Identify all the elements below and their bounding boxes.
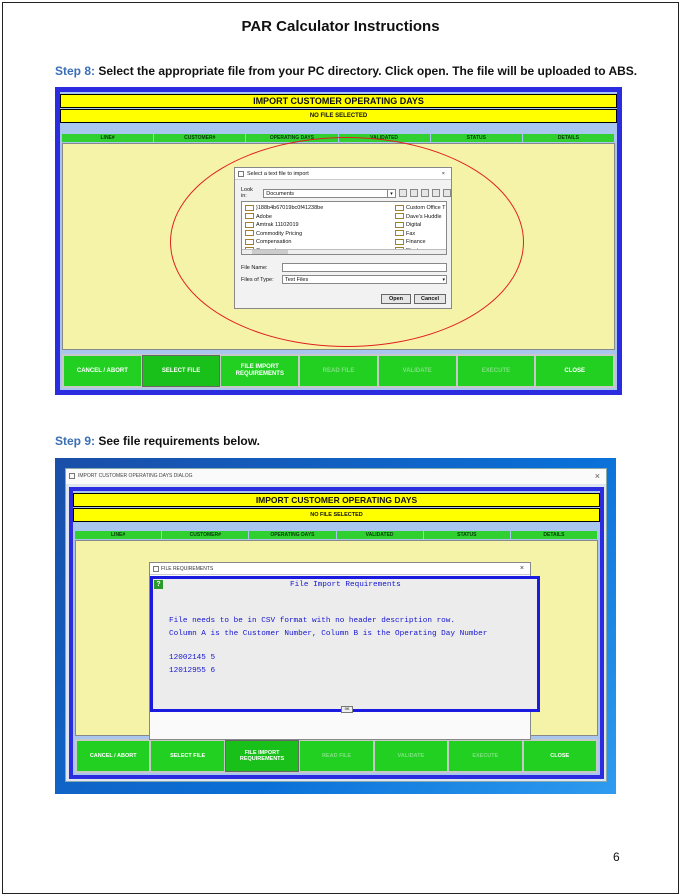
file-column <box>245 204 323 255</box>
file-name-label: File Name: <box>241 264 268 271</box>
column-header[interactable]: VALIDATED <box>339 134 431 142</box>
file-column <box>395 204 446 255</box>
close-button[interactable]: CLOSE <box>524 741 596 771</box>
button-bar <box>62 354 615 388</box>
requirements-content <box>150 576 540 712</box>
read-file-button[interactable]: READ FILE <box>300 356 377 386</box>
look-in-row <box>241 187 451 199</box>
close-button[interactable]: CLOSE <box>536 356 613 386</box>
file-list[interactable] <box>241 201 447 255</box>
select-file-button[interactable]: SELECT FILE <box>151 741 223 771</box>
files-of-type-select[interactable] <box>282 275 447 284</box>
column-header[interactable]: VALIDATED <box>337 531 424 539</box>
app-panel <box>73 491 600 775</box>
app-panel <box>60 92 617 390</box>
folder-item[interactable]: Adobe <box>245 213 323 222</box>
read-file-button[interactable]: READ FILE <box>300 741 372 771</box>
cancel-abort-button[interactable]: CANCEL / ABORT <box>77 741 149 771</box>
cancel-button[interactable]: Cancel <box>414 294 446 304</box>
help-icon: ? <box>154 580 163 589</box>
folder-item[interactable]: Fax <box>395 230 446 239</box>
select-file-button[interactable]: SELECT FILE <box>143 356 220 386</box>
look-in-label: Look in: <box>241 187 253 199</box>
close-icon[interactable]: × <box>441 171 445 177</box>
column-header[interactable]: STATUS <box>431 134 523 142</box>
files-of-type-value: Text Files <box>285 277 309 283</box>
app-title: IMPORT CUSTOMER OPERATING DAYS <box>60 94 617 108</box>
home-folder-icon[interactable] <box>410 189 418 197</box>
screenshot-file-select <box>55 87 622 395</box>
file-import-requirements-button[interactable]: FILE IMPORT REQUIREMENTS <box>221 356 298 386</box>
scroll-thumb[interactable] <box>252 250 288 254</box>
cancel-abort-button[interactable]: CANCEL / ABORT <box>64 356 141 386</box>
file-chooser-dialog <box>234 167 452 309</box>
chevron-down-icon: ▾ <box>442 277 445 283</box>
app-title: IMPORT CUSTOMER OPERATING DAYS <box>73 493 600 507</box>
execute-button[interactable]: EXECUTE <box>458 356 535 386</box>
close-icon[interactable]: × <box>519 565 524 572</box>
files-of-type-label: Files of Type: <box>241 276 274 283</box>
column-header[interactable]: LINE# <box>75 531 162 539</box>
files-of-type-row <box>241 275 447 284</box>
page-number: 6 <box>613 850 620 864</box>
window-title: IMPORT CUSTOMER OPERATING DAYS DIALOG <box>78 473 193 479</box>
column-header[interactable]: OPERATING DAYS <box>246 134 338 142</box>
dialog-titlebar <box>235 168 451 180</box>
table-header <box>75 531 598 539</box>
dialog-title: FILE REQUIREMENTS <box>161 566 214 572</box>
step-8-number: Step 8: <box>55 64 96 78</box>
step-9-instruction <box>55 434 260 448</box>
details-view-icon[interactable] <box>443 189 451 197</box>
app-frame <box>69 487 604 779</box>
java-icon <box>238 171 244 177</box>
dialog-titlebar <box>150 563 530 575</box>
execute-button[interactable]: EXECUTE <box>449 741 521 771</box>
file-name-row <box>241 263 447 272</box>
folder-item[interactable]: Custom Office T <box>395 204 446 213</box>
java-icon <box>153 566 159 572</box>
column-header[interactable]: LINE# <box>62 134 154 142</box>
folder-item[interactable]: }188b4b67019bc0f41238be <box>245 204 323 213</box>
column-header[interactable]: CUSTOMER# <box>154 134 246 142</box>
requirement-line: File needs to be in CSV format with no header description row. <box>169 617 456 625</box>
app-window <box>65 468 607 782</box>
document-title: PAR Calculator Instructions <box>241 18 440 35</box>
example-row: 12002145 5 <box>169 654 216 662</box>
column-header[interactable]: DETAILS <box>511 531 598 539</box>
folder-item[interactable]: Finance <box>395 238 446 247</box>
new-folder-icon[interactable] <box>421 189 429 197</box>
folder-item[interactable]: Dave's Huddle <box>395 213 446 222</box>
file-import-requirements-button[interactable]: FILE IMPORT REQUIREMENTS <box>226 741 298 771</box>
horizontal-scrollbar[interactable] <box>242 249 446 254</box>
column-header[interactable]: DETAILS <box>523 134 615 142</box>
validate-button[interactable]: VALIDATE <box>375 741 447 771</box>
button-bar <box>75 739 598 773</box>
step-9-text: See file requirements below. <box>95 434 260 448</box>
up-folder-icon[interactable] <box>399 189 407 197</box>
step-9-number: Step 9: <box>55 434 96 448</box>
file-requirements-dialog <box>149 562 531 740</box>
file-status: NO FILE SELECTED <box>73 508 600 522</box>
close-icon[interactable]: × <box>594 471 600 481</box>
column-header[interactable]: CUSTOMER# <box>162 531 249 539</box>
folder-item[interactable]: Commodity Pricing <box>245 230 323 239</box>
file-status: NO FILE SELECTED <box>60 109 617 123</box>
requirement-line: Column A is the Customer Number, Column B is the Operating Day Number <box>169 630 488 638</box>
column-header[interactable]: OPERATING DAYS <box>249 531 336 539</box>
example-row: 12012955 6 <box>169 667 216 675</box>
requirements-heading: File Import Requirements <box>290 581 401 589</box>
ok-button[interactable]: OK <box>341 706 353 713</box>
file-name-input[interactable] <box>282 263 447 272</box>
open-button[interactable]: Open <box>381 294 411 304</box>
folder-item[interactable]: Digital <box>395 221 446 230</box>
chevron-down-icon: ▾ <box>387 190 395 197</box>
step-8-instruction <box>55 64 637 78</box>
list-view-icon[interactable] <box>432 189 440 197</box>
folder-item[interactable]: Amtrak 11102019 <box>245 221 323 230</box>
validate-button[interactable]: VALIDATE <box>379 356 456 386</box>
dialog-title: Select a text file to import <box>247 171 309 177</box>
screenshot-file-requirements <box>55 458 616 794</box>
window-titlebar <box>66 469 606 484</box>
step-8-text: Select the appropriate file from your PC directory. Click open. The file will be uploaded to ABS. <box>95 64 638 78</box>
look-in-value: Documents <box>266 190 295 197</box>
look-in-select[interactable] <box>263 189 396 198</box>
column-header[interactable]: STATUS <box>424 531 511 539</box>
java-icon <box>69 473 75 479</box>
folder-item[interactable]: Compensation <box>245 238 323 247</box>
